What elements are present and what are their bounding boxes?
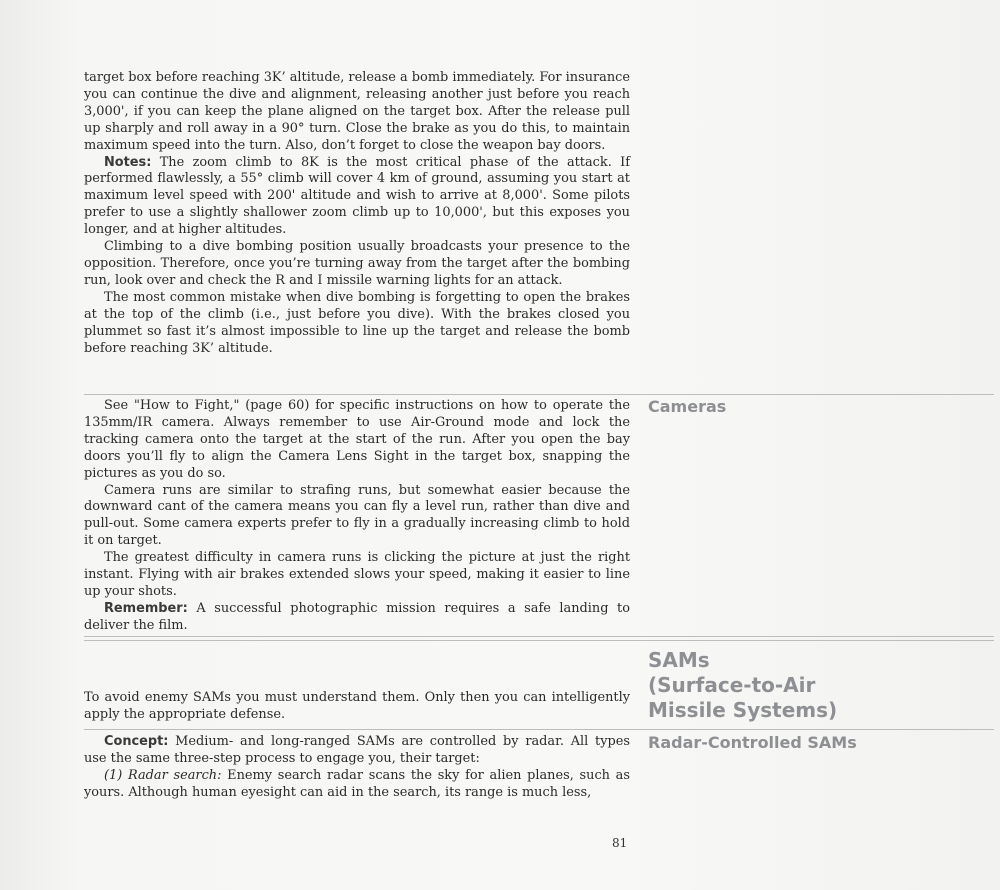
paragraph: (1) Radar search: Enemy search radar scans the sky for alien planes, such as yours. Although human eyesight can aid in the search, its range is much less, [84,767,630,800]
concept-lead: Concept: [104,734,169,749]
section-radar-sams-text [84,734,630,802]
paragraph: The greatest difficulty in camera runs is clicking the picture at just the right instant. Flying with air brakes extended slows your speed, making it easier to line up your shots. [84,550,630,599]
paragraph: Concept: Medium- and long-ranged SAMs are controlled by radar. All types use the same three-step process to engage you, their target: [84,734,630,766]
section-sams-intro [84,690,630,724]
heading-line: SAMs [648,648,710,672]
heading-line: Missile Systems) [648,698,838,722]
paragraph: Remember: A successful photographic mission requires a safe landing to deliver the film. [84,600,630,633]
notes-lead: Notes: [104,154,152,170]
heading-radar-controlled-sams: Radar-Controlled SAMs [648,733,857,752]
paragraph: Notes: The zoom climb to 8K is the most critical phase of the attack. If performed flawlessly, a 55° climb will cover 4 km of ground, assuming you start at maximum level speed with 200' altitude and wish to arrive at 8,000'. Some pilots prefer to use a slightly shallower zoom climb up to 10,000', but this exposes you longer, and at higher altitudes. [84,154,630,238]
heading-sams [648,648,837,723]
paragraph: Camera runs are similar to strafing runs, but somewhat easier because the downward cant of the camera means you can fly a level run, rather than dive and pull-out. Some camera experts prefer to fly in a gradually increasing climb to hold it on target. [84,482,630,549]
paragraph: See "How to Fight," (page 60) for specific instructions on how to operate the 135mm/IR camera. Always remember to use Air-Ground mode and lock the tracking camera onto the target at the start of the run. After you open the bay doors you’ll fly to align the Camera Lens Sight in the target box, snapping the pictures as you do so. [84,398,630,481]
heading-cameras: Cameras [648,397,727,416]
section-divider [84,729,994,730]
paragraph: target box before reaching 3K’ altitude, release a bomb immediately. For insurance you can continue the dive and alignment, releasing another just before you reach 3,000', if you can keep the plane aligned on the target box. After the release pull up sharply and roll away in a 90° turn. Close the brake as you do this, to maintain maximum speed into the turn. Also, don’t forget to close the weapon bay doors. [84,70,630,153]
section-cameras-text [84,398,630,635]
section-dive-bombing-text [84,70,630,357]
section-divider [84,640,994,641]
heading-line: (Surface-to-Air [648,673,816,697]
remember-lead: Remember: [104,600,188,616]
radar-search-label: (1) Radar search: [104,767,222,783]
paragraph: To avoid enemy SAMs you must understand them. Only then you can intelligently apply the appropriate defense. [84,690,630,722]
section-divider [84,394,994,395]
section-divider [84,636,994,637]
paragraph: Climbing to a dive bombing position usually broadcasts your presence to the opposition. Therefore, once you’re turning away from the target after the bombing run, look over and check the R and I missile warning lights for an attack. [84,239,630,288]
paragraph: The most common mistake when dive bombing is forgetting to open the brakes at the top of the climb (i.e., just before you dive). With the brakes closed you plummet so fast it’s almost impossible to line up the target and release the bomb before reaching 3K’ altitude. [84,289,630,356]
page-number: 81 [612,836,628,850]
